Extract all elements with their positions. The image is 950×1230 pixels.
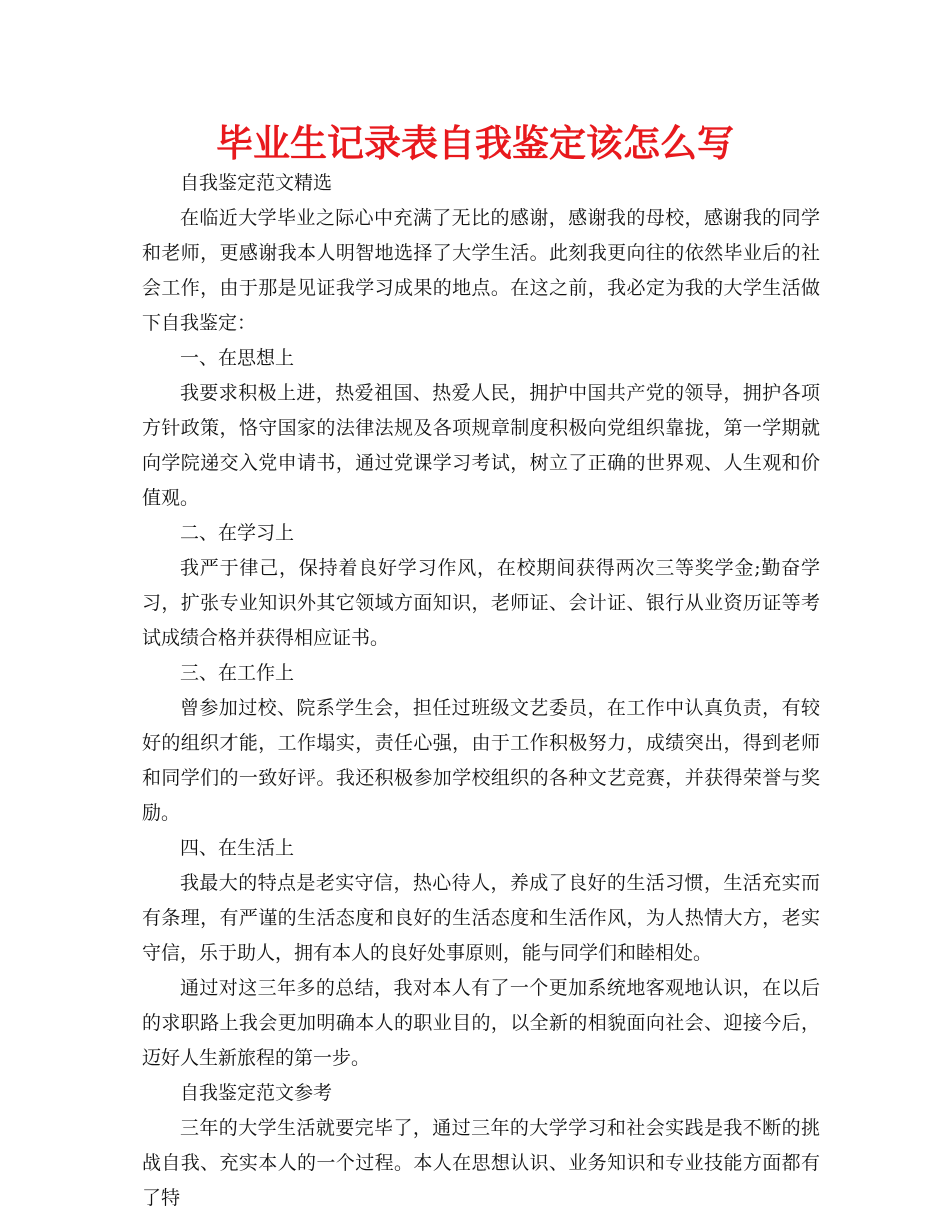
paragraph-heading-study: 二、在学习上 (180, 522, 295, 544)
paragraph-heading-thought: 一、在思想上 (180, 347, 295, 369)
document-title: 毕业生记录表自我鉴定该怎么写 (216, 122, 734, 165)
paragraph-heading-work: 三、在工作上 (180, 662, 295, 684)
paragraph-thought: 我要求积极上进，热爱祖国、热爱人民，拥护中国共产党的领导，拥护各项方针政策，恪守国家的法律法规及各项规章制度积极向党组织靠拢，第一学期就向学院递交入党申请书，通过党课学习考试，树立了正确的世界观、人生观和价值观。 (142, 382, 820, 509)
paragraph-section-heading-1: 自我鉴定范文精选 (180, 172, 333, 194)
paragraph-life: 我最大的特点是老实守信，热心待人，养成了良好的生活习惯，生活充实而有条理，有严谨的生活态度和良好的生活态度和生活作风，为人热情大方，老实守信，乐于助人，拥有本人的良好处事原则，能与同学们和睦相处。 (142, 872, 820, 964)
paragraph-intro: 在临近大学毕业之际心中充满了无比的感谢，感谢我的母校，感谢我的同学和老师，更感谢我本人明智地选择了大学生活。此刻我更向往的依然毕业后的社会工作，由于那是见证我学习成果的地点。在这之前，我必定为我的大学生活做下自我鉴定： (142, 207, 820, 334)
paragraph-study: 我严于律己，保持着良好学习作风，在校期间获得两次三等奖学金;勤奋学习，扩张专业知识外其它领域方面知识，老师证、会计证、银行从业资历证等考试成绩合格并获得相应证书。 (142, 557, 820, 649)
paragraph-heading-life: 四、在生活上 (180, 837, 295, 859)
paragraph-reference: 三年的大学生活就要完毕了，通过三年的大学学习和社会实践是我不断的挑战自我、充实本人的一个过程。本人在思想认识、业务知识和专业技能方面都有了特 (142, 1117, 820, 1209)
document-body (142, 166, 820, 1216)
paragraph-work: 曾参加过校、院系学生会，担任过班级文艺委员，在工作中认真负责，有较好的组织才能，工作塌实，责任心强，由于工作积极努力，成绩突出，得到老师和同学们的一致好评。我还积极参加学校组织的各种文艺竞赛，并获得荣誉与奖励。 (142, 697, 820, 824)
paragraph-section-heading-2: 自我鉴定范文参考 (180, 1082, 333, 1104)
paragraph-summary: 通过对这三年多的总结，我对本人有了一个更加系统地客观地认识，在以后的求职路上我会更加明确本人的职业目的，以全新的相貌面向社会、迎接今后，迈好人生新旅程的第一步。 (142, 977, 820, 1069)
